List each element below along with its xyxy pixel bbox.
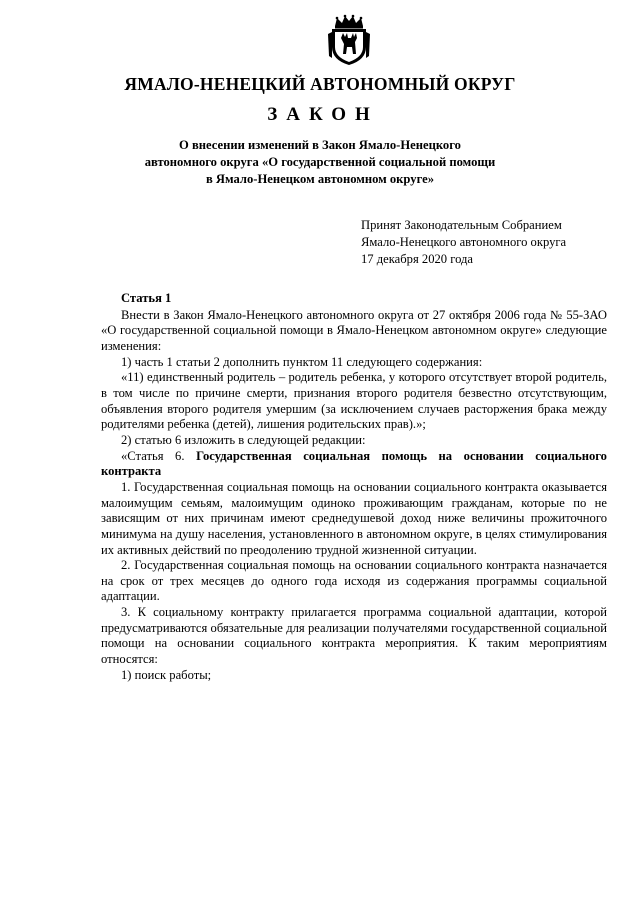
law-subtitle-line: автономного округа «О государственной социальной помощи	[144, 155, 496, 169]
region-title: ЯМАЛО-НЕНЕЦКИЙ АВТОНОМНЫЙ ОКРУГ	[124, 74, 516, 94]
paragraph: 2. Государственная социальная помощь на основании социального контракта назначается на срок от трех месяцев до одного года исходя из содержания программы социальной адаптации.	[101, 558, 607, 604]
adoption-note-line: Ямало-Ненецкого автономного округа	[361, 235, 567, 249]
paragraph: Внести в Закон Ямало-Ненецкого автономного округа от 27 октября 2006 года № 55-ЗАО «О государственной социальной помощи в Ямало-Ненецком автономном округе» следующие изменения:	[101, 307, 607, 353]
paragraph: 1) часть 1 статьи 2 дополнить пунктом 11 следующего содержания:	[121, 354, 483, 369]
law-subtitle-line: в Ямало-Ненецком автономном округе»	[205, 172, 435, 186]
paragraph: 1) поиск работы;	[121, 667, 212, 682]
article-6-title: Государственная социальная помощь на основании социального контракта	[101, 448, 607, 479]
law-title: ЗАКОН	[267, 104, 379, 125]
law-subtitle-line: О внесении изменений в Закон Ямало-Ненецкого	[179, 138, 461, 152]
adoption-note	[361, 217, 621, 268]
coat-of-arms-icon	[327, 14, 371, 66]
law-body	[101, 291, 607, 683]
article-6-heading	[101, 449, 607, 480]
law-subtitle	[100, 137, 540, 188]
paragraph: 3. К социальному контракту прилагается программа социальной адаптации, которой предусматриваются обязательные для реализации получателями государственной социальной помощи на основании социального контракта мероприятия. К таким мероприятиям относятся:	[101, 605, 607, 667]
article-heading: Статья 1	[121, 291, 172, 305]
adoption-date: 17 декабря 2020 года	[361, 252, 474, 266]
article-6-number: «Статья 6.	[121, 448, 185, 463]
paragraph: 2) статью 6 изложить в следующей редакции:	[121, 432, 366, 447]
adoption-note-line: Принят Законодательным Собранием	[361, 218, 562, 232]
paragraph: «11) единственный родитель – родитель ребенка, у которого отсутствует второй родитель, в том числе по причине смерти, признания второго родителя безвестно отсутствующим, объявления второго родителя умершим (за исключением случаев расторжения брака между родителями ребенка (детей), лишения родительских прав).»;	[101, 370, 607, 432]
paragraph: 1. Государственная социальная помощь на основании социального контракта оказывается малоимущим семьям, малоимущим одиноко проживающим гражданам, которые по не зависящим от них причинам имеют среднедушевой доход ниже величины прожиточного минимума на душу населения, установленного в автономном округе, в целях стимулирования их активных действий по преодолению трудной жизненной ситуации.	[101, 479, 607, 557]
